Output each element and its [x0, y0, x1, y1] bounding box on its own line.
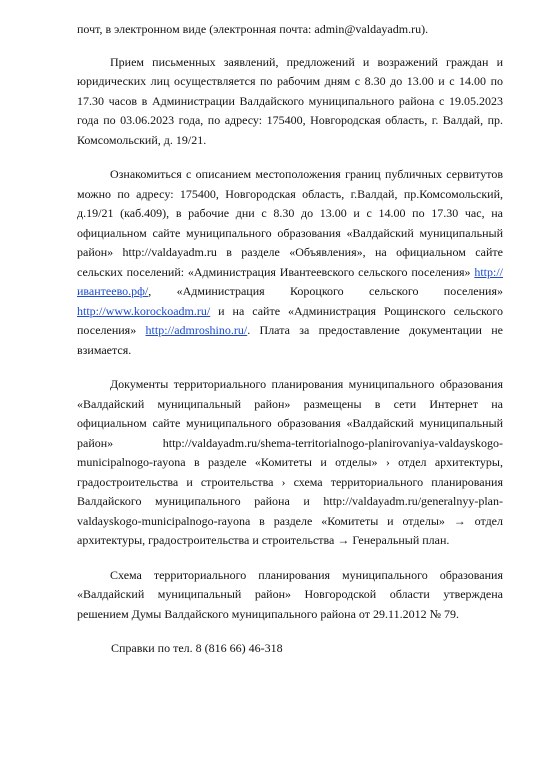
link-roshino[interactable]: http://admroshino.ru/: [145, 323, 248, 337]
paragraph-planning-scheme: Схема территориального планирования муниципального образования «Валдайский муниципальный район» Новгородской области утверждена решением Думы Валдайского муниципального района от 29.11.2012 № 79.: [77, 567, 503, 621]
servitude-text-2: , «Администрация Короцкого сельского поселения»: [148, 284, 503, 298]
servitude-text-4: . Плата за предоставление документации не взимается.: [77, 323, 503, 357]
paragraph-servitude-info: [77, 165, 503, 360]
paragraph-email: почт, в электронном виде (электронная почта: admin@valdayadm.ru).: [77, 22, 429, 36]
link-ivanteevo[interactable]: http://ивантеево.рф/: [77, 264, 503, 298]
paragraph-reception-hours: Прием письменных заявлений, предложений и возражений граждан и юридических лиц осуществляется по рабочим дням с 8.30 до 13.00 и с 14.00 по 17.30 часов в Администрации Валдайского муниципального района с 19.05.2023 года по 03.06.2023 года, по адресу: 175400, Новгородская область, г. Валдай, пр. Комсомольский, д. 19/21.: [77, 54, 503, 147]
servitude-text-3: и на сайте «Администрация Рощинского сельского поселения»: [77, 303, 503, 337]
contact-phone: Справки по тел. 8 (816 66) 46-318: [111, 641, 283, 655]
servitude-text-1: Ознакомиться с описанием местоположения границ публичных сервитутов можно по адресу: 175400, Новгородская область, г.Валдай, пр.Комсомольский, д.19/21 (каб.409), в рабочие дни с 8.30 до 13.00 и с 14.00 по 17.30 час, на официальном сайте муниципального образования «Валдайский муниципальный район» http://valdayadm.ru в разделе «Объявления», на официальном сайте сельских поселений: «Администрация Ивантеевского сельского поселения»: [77, 167, 503, 279]
link-korocko[interactable]: http://www.korockoadm.ru/: [77, 303, 211, 318]
paragraph-planning-documents: Документы территориального планирования муниципального образования «Валдайский муниципальный район» размещены в сети Интернет на официальном сайте муниципального образования «Валдайский муниципальный район» http://valdayadm.ru/shema-territorialnogo-planirovaniya-valdayskogo-municipalnogo-rayona в разделе «Комитеты и отделы» › отдел архитектуры, градостроительства и строительства › схема территориального планирования Валдайского муниципального района и http://valdayadm.ru/generalnyy-plan-valdayskogo-municipalnogo-rayona в разделе «Комитеты и отделы» → отдел архитектуры, градостроительства и строительства → Генеральный план.: [77, 377, 503, 547]
